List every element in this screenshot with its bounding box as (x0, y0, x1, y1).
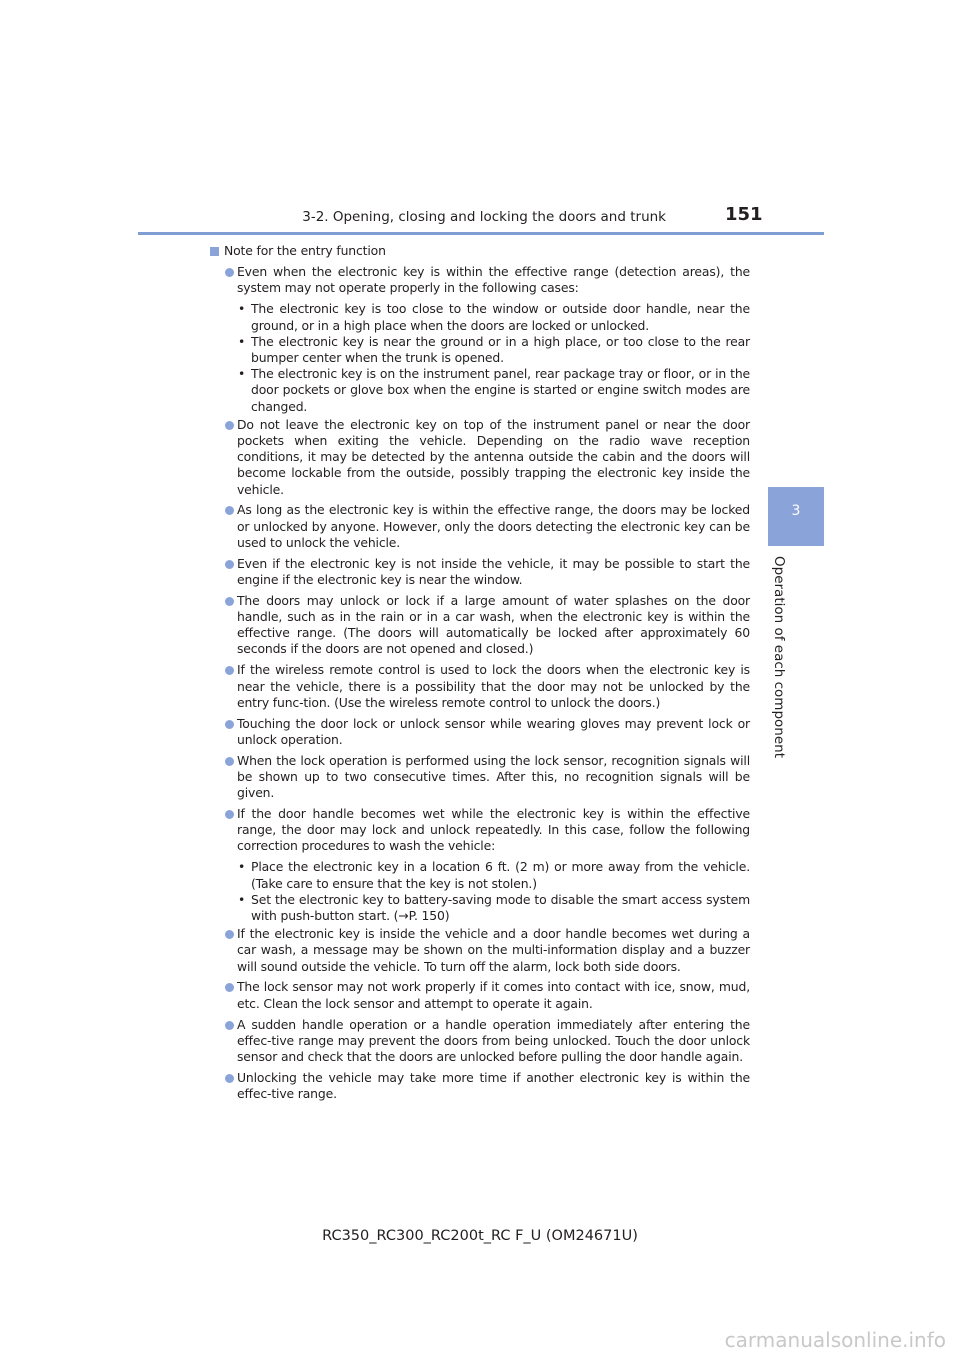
circle-bullet-icon (225, 1074, 234, 1083)
page-content (210, 243, 750, 1107)
chapter-label: Operation of each component (771, 556, 787, 758)
chapter-number: 3 (791, 503, 801, 519)
list-item (210, 556, 750, 588)
section-heading-text: Note for the entry function (224, 243, 386, 258)
list-item (210, 1017, 750, 1066)
list-item (210, 806, 750, 855)
sub-list-item-text: The electronic key is on the instrument panel, rear package tray or floor, or in the door pockets or glove box when the engine is started or engine switch modes are changed. (251, 366, 750, 414)
square-bullet-icon (210, 247, 219, 256)
section-heading (210, 243, 750, 259)
list-item (210, 417, 750, 498)
header-rule (138, 232, 824, 235)
sub-list-item (210, 366, 750, 415)
list-item-text: Touching the door lock or unlock sensor while wearing gloves may prevent lock or unlock operation. (237, 715, 750, 747)
list-item (210, 264, 750, 296)
sub-list (210, 859, 750, 924)
list-item (210, 926, 750, 975)
sub-list-item (210, 859, 750, 891)
small-dot-icon: • (238, 891, 246, 907)
list-item-text: As long as the electronic key is within the effective range, the doors may be locked or unlocked by anyone. However, only the doors detecting the electronic key can be used to unlock the vehicle. (237, 502, 750, 550)
list-item-text: A sudden handle operation or a handle operation immediately after entering the effec-tive range may prevent the doors from being unlocked. Touch the door unlock sensor and check that the doors are unlocked before pulling the door handle again. (237, 1016, 750, 1064)
chapter-tab (768, 487, 824, 546)
sub-list-item (210, 334, 750, 366)
circle-bullet-icon (225, 506, 234, 515)
sub-list-item (210, 892, 750, 924)
sub-list-item-text: Place the electronic key in a location 6 ft. (2 m) or more away from the vehicle. (Take care to ensure that the key is not stolen.) (251, 859, 750, 891)
list-item (210, 662, 750, 711)
circle-bullet-icon (225, 810, 234, 819)
list-item-text: When the lock operation is performed using the lock sensor, recognition signals will be shown up to two consecutive times. After this, no recognition signals will be given. (237, 752, 750, 801)
footer-model-code: RC350_RC300_RC200t_RC F_U (OM24671U) (322, 1228, 638, 1244)
list-item (210, 716, 750, 748)
sub-list-item (210, 301, 750, 333)
list-item (210, 979, 750, 1011)
list-item-text: If the electronic key is inside the vehicle and a door handle becomes wet during a car wash, a message may be shown on the multi-information display and a buzzer will sound outside the vehicle. To turn off the alarm, lock both side doors. (237, 926, 750, 974)
list-item-text: The lock sensor may not work properly if it comes into contact with ice, snow, mud, etc. Clean the lock sensor and attempt to operate it again. (237, 979, 750, 1011)
sub-list-item-text: The electronic key is too close to the window or outside door handle, near the ground, or in a high place when the doors are locked or unlocked. (251, 301, 750, 333)
page-number: 151 (725, 204, 763, 225)
bullet-list (210, 264, 750, 1102)
small-dot-icon: • (238, 333, 246, 349)
watermark: carmanualsonline.info (724, 1328, 946, 1352)
circle-bullet-icon (225, 1021, 234, 1030)
list-item-text: Unlocking the vehicle may take more time if another electronic key is within the effec-tive range. (237, 1069, 750, 1101)
list-item-text: Even if the electronic key is not inside the vehicle, it may be possible to start the engine if the electronic key is near the window. (237, 555, 750, 587)
circle-bullet-icon (225, 720, 234, 729)
section-title: 3-2. Opening, closing and locking the doors and trunk (302, 209, 666, 225)
list-item-text: Do not leave the electronic key on top of the instrument panel or near the door pockets when exiting the vehicle. Depending on the radio wave reception conditions, it may be detected by the antenna outside the cabin and the doors will become lockable from the outside, possibly trapping the electronic key inside the vehicle. (237, 416, 750, 497)
list-item-text: Even when the electronic key is within the effective range (detection areas), the system may not operate properly in the following cases: (237, 264, 750, 296)
circle-bullet-icon (225, 666, 234, 675)
circle-bullet-icon (225, 560, 234, 569)
list-item (210, 502, 750, 551)
circle-bullet-icon (225, 421, 234, 430)
circle-bullet-icon (225, 983, 234, 992)
sub-list-item-text: Set the electronic key to battery-saving mode to disable the smart access system with push-button start. (→P. 150) (251, 891, 750, 923)
small-dot-icon: • (238, 366, 246, 382)
small-dot-icon: • (238, 301, 246, 317)
small-dot-icon: • (238, 859, 246, 875)
circle-bullet-icon (225, 757, 234, 766)
sub-list (210, 301, 750, 414)
list-item-text: The doors may unlock or lock if a large amount of water splashes on the door handle, such as in the rain or in a car wash, when the electronic key is within the effective range. (The doors will automatically be locked after approximately 60 seconds if the doors are not opened and closed.) (237, 592, 750, 657)
circle-bullet-icon (225, 597, 234, 606)
list-item (210, 753, 750, 802)
list-item (210, 593, 750, 658)
list-item-text: If the wireless remote control is used to lock the doors when the electronic key is near the vehicle, there is a possibility that the door may not be unlocked by the entry func-tion. (Use the wireless remote control to unlock the doors.) (237, 662, 750, 710)
list-item-text: If the door handle becomes wet while the electronic key is within the effective range, the door may lock and unlock repeatedly. In this case, follow the following correction procedures to wash the vehicle: (237, 806, 750, 854)
sub-list-item-text: The electronic key is near the ground or in a high place, or too close to the rear bumper center when the trunk is opened. (251, 333, 750, 365)
list-item (210, 1070, 750, 1102)
circle-bullet-icon (225, 930, 234, 939)
circle-bullet-icon (225, 268, 234, 277)
